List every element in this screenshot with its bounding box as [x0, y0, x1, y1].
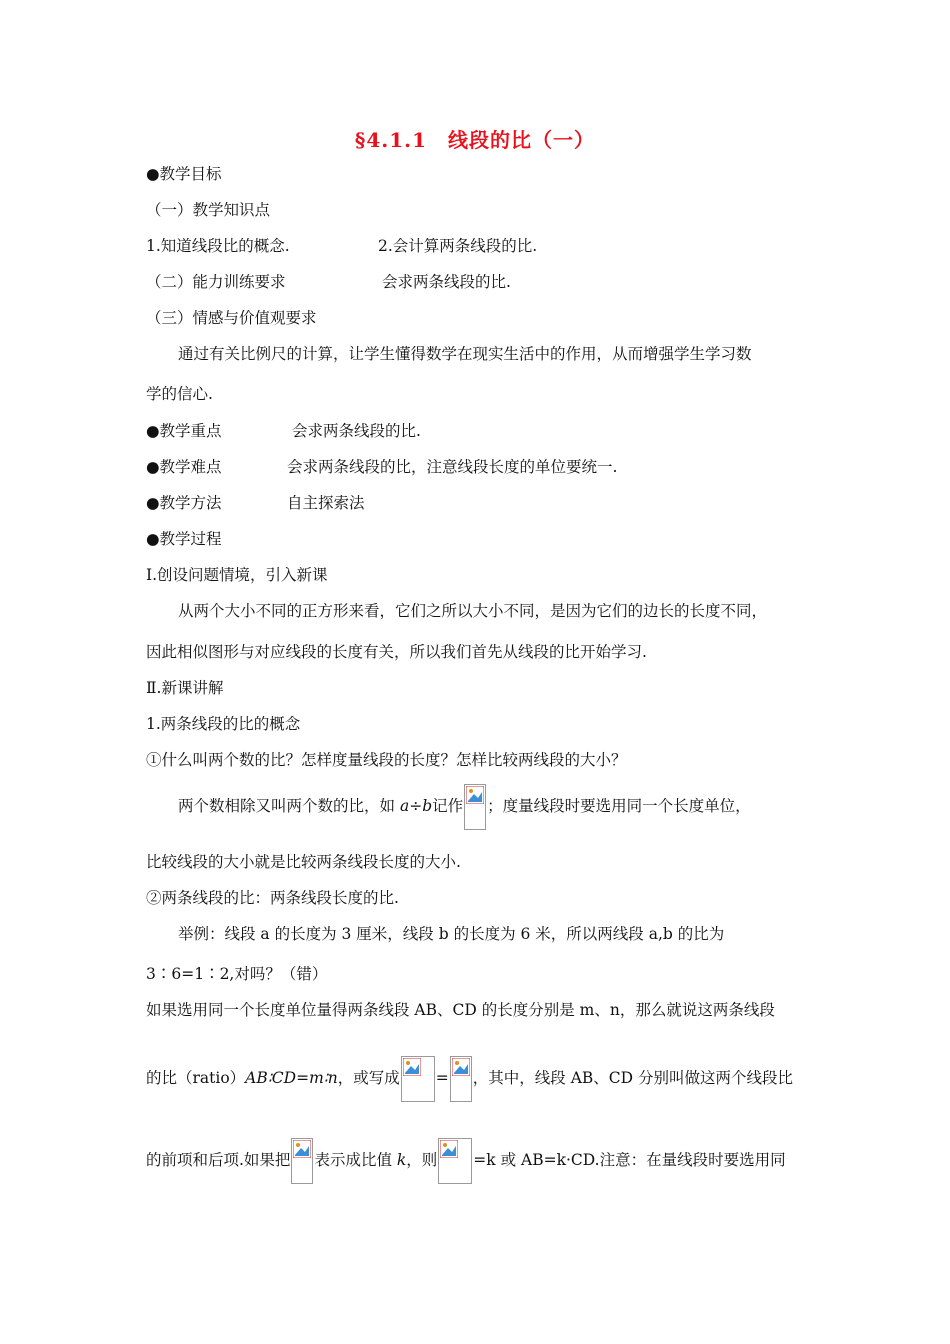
var-b: b [422, 797, 433, 815]
ratio-paragraph-line-2: 比较线段的大小就是比较两条线段长度的大小. [146, 853, 461, 871]
broken-image-icon [438, 1138, 472, 1184]
section1-line-2: 因此相似图形与对应线段的长度有关，所以我们首先从线段的比开始学习. [146, 643, 647, 661]
broken-image-icon [291, 1138, 313, 1184]
ability-text: 会求两条线段的比. [382, 273, 511, 291]
knowledge-heading: （一）教学知识点 [146, 201, 271, 219]
text-run: ；度量线段时要选用同一个长度单位， [487, 797, 751, 815]
question-1: ①什么叫两个数的比？怎样度量线段的长度？怎样比较两线段的大小？ [146, 751, 627, 769]
text-run: ，则 [406, 1151, 438, 1169]
objectives-heading: ●教学目标 [146, 165, 222, 183]
page-title: §4.1.1 线段的比（一） [354, 128, 596, 152]
difficulty-label: ●教学难点 [146, 458, 222, 476]
ratio-expression: AB∶CD=m∶n [245, 1069, 338, 1087]
section2-heading: Ⅱ.新课讲解 [146, 679, 224, 697]
definition-line-3 [146, 1138, 786, 1184]
ratio-paragraph-line-1 [178, 784, 751, 830]
knowledge-row [146, 236, 538, 256]
definition-line-2 [146, 1056, 793, 1102]
ability-row [146, 272, 511, 292]
text-run: 的比（ratio） [146, 1069, 246, 1087]
var-a: a [399, 797, 410, 815]
knowledge-item-1: 1.知道线段比的概念. [146, 237, 290, 255]
var-k: k [396, 1151, 407, 1169]
method-text: 自主探索法 [287, 494, 365, 512]
subsection-heading: 1.两条线段的比的概念 [146, 715, 301, 733]
text-run: 的前项和后项.如果把 [146, 1151, 291, 1169]
text-run: ，其中，线段 AB、CD 分别叫做这两个线段比 [472, 1069, 794, 1087]
broken-image-icon [450, 1056, 472, 1102]
text-run: 表示成比值 [314, 1151, 397, 1169]
ability-label: （二）能力训练要求 [146, 273, 286, 291]
definition-line-1: 如果选用同一个长度单位量得两条线段 AB、CD 的长度分别是 m、n，那么就说这两条线段 [146, 1001, 775, 1019]
text-run: =k 或 AB=k·CD.注意：在量线段时要选用同 [473, 1151, 786, 1169]
method-row [146, 493, 365, 513]
key-point-row [146, 421, 421, 441]
text-run: 记作 [432, 797, 464, 815]
broken-image-icon [464, 784, 486, 830]
method-label: ●教学方法 [146, 494, 222, 512]
divide-sign: ÷ [409, 797, 423, 815]
equals-sign: = [435, 1069, 449, 1087]
broken-image-icon [401, 1056, 435, 1102]
emotion-paragraph-line-2: 学的信心. [146, 385, 213, 403]
emotion-heading: （三）情感与价值观要求 [146, 309, 317, 327]
key-point-text: 会求两条线段的比. [292, 422, 421, 440]
text-run: ，或写成 [337, 1069, 400, 1087]
section1-heading: Ⅰ.创设问题情境，引入新课 [146, 566, 328, 584]
knowledge-item-2: 2.会计算两条线段的比. [378, 237, 538, 255]
text-run: 两个数相除又叫两个数的比，如 [178, 797, 400, 815]
example-line-1: 举例：线段 a 的长度为 3 厘米，线段 b 的长度为 6 米，所以两线段 a,b 的比为 [178, 925, 725, 943]
process-heading: ●教学过程 [146, 530, 222, 548]
emotion-paragraph-line-1: 通过有关比例尺的计算，让学生懂得数学在现实生活中的作用，从而增强学生学习数 [178, 345, 752, 363]
section1-line-1: 从两个大小不同的正方形来看，它们之所以大小不同，是因为它们的边长的长度不同， [178, 602, 768, 620]
key-point-label: ●教学重点 [146, 422, 222, 440]
difficulty-row [146, 457, 618, 477]
difficulty-text: 会求两条线段的比，注意线段长度的单位要统一. [287, 458, 618, 476]
question-2: ②两条线段的比：两条线段长度的比. [146, 889, 399, 907]
example-line-2: 3∶6=1∶2,对吗？（错） [146, 965, 328, 983]
